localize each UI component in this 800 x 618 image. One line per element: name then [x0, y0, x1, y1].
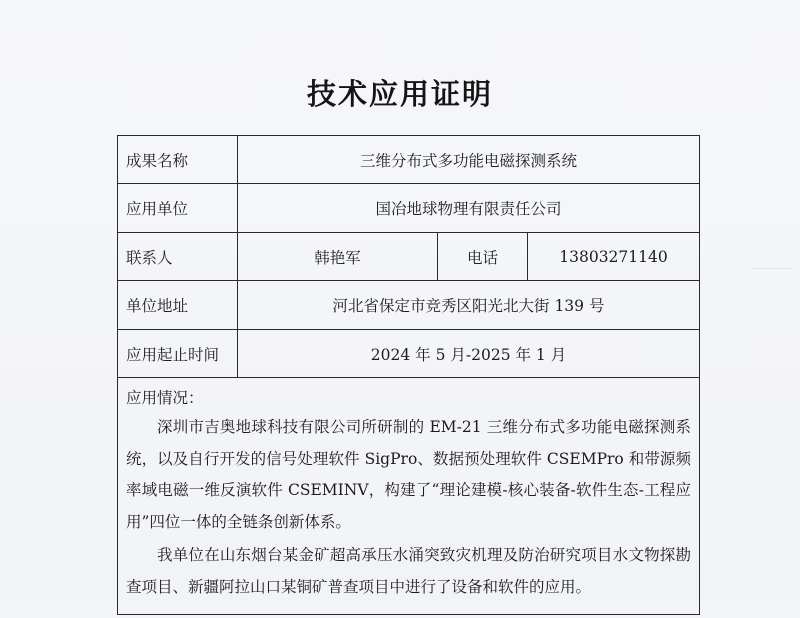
result-name-value: 三维分布式多功能电磁探测系统	[359, 151, 577, 170]
certificate-table	[117, 135, 700, 615]
phone-label: 电话	[438, 233, 528, 280]
row-result-name	[118, 136, 699, 184]
phone-value: 13803271140	[559, 247, 668, 266]
unit-value: 国冶地球物理有限责任公司	[375, 200, 562, 218]
row-address	[118, 281, 699, 330]
contact-value: 韩艳军	[238, 233, 438, 280]
period-label: 应用起止时间	[118, 330, 238, 377]
row-contact	[118, 233, 699, 281]
row-period	[118, 330, 699, 378]
document-title: 技术应用证明	[306, 77, 493, 111]
application-paragraph-2: 我单位在山东烟台某金矿超高承压水涌突致灾机理及防治研究项目水文物探勘查项目、新疆阿拉山口某铜矿普查项目中进行了设备和软件的应用。	[126, 546, 691, 596]
unit-label: 应用单位	[118, 184, 238, 232]
address-value: 河北省保定市竞秀区阳光北大街 139 号	[332, 297, 605, 315]
scan-mark	[752, 268, 792, 269]
result-name-label: 成果名称	[118, 136, 238, 183]
contact-label: 联系人	[118, 233, 238, 280]
period-value: 2024 年 5 月-2025 年 1 月	[370, 345, 567, 364]
application-label: 应用情况：	[126, 389, 204, 407]
application-section	[118, 378, 699, 618]
row-unit	[118, 184, 699, 233]
application-paragraph-1: 深圳市吉奥地球科技有限公司所研制的 EM-21 三维分布式多功能电磁探测系统，以及自行开发的信号处理软件 SigPro、数据预处理软件 CSEMPro 和带源频率域电磁一维反演软件 CSEMINV，构建了“理论建模-核心装备-软件生态-工程应用”四位一体的全链条创新体系。	[126, 418, 691, 531]
address-label: 单位地址	[118, 281, 238, 329]
